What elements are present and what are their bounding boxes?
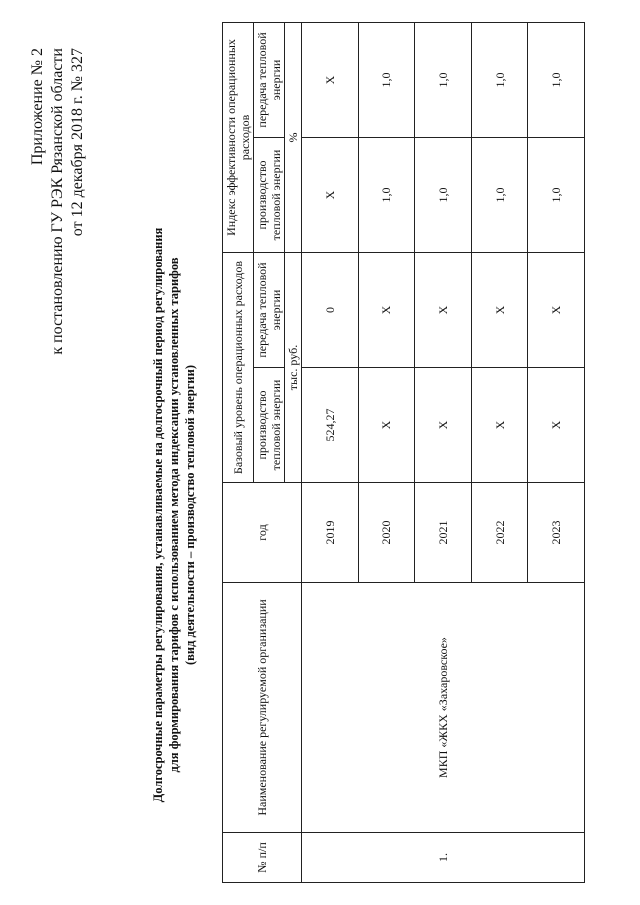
cell-index-transmission: 1,0 [471,22,528,137]
cell-base-transmission: X [358,252,415,367]
cell-index-production: 1,0 [471,137,528,252]
cell-year: 2020 [358,483,415,583]
cell-base-production: X [528,368,585,483]
cell-year: 2021 [415,483,472,583]
header-base-unit: тыс. руб. [285,252,302,482]
cell-year: 2022 [471,483,528,583]
cell-base-transmission: X [415,252,472,367]
cell-index-transmission: 1,0 [528,22,585,137]
cell-year: 2019 [302,483,359,583]
header-efficiency-index: Индекс эффективности операционных расходов [223,22,254,252]
header-base-transmission: передача тепловой энергии [254,252,285,367]
cell-base-production: 524,27 [302,368,359,483]
cell-index-production: 1,0 [528,137,585,252]
document-title [150,165,198,865]
cell-base-production: X [471,368,528,483]
cell-index-transmission: X [302,22,359,137]
cell-base-production: X [415,368,472,483]
header-num: № п/п [223,833,302,883]
cell-base-transmission: X [528,252,585,367]
cell-base-transmission: X [471,252,528,367]
header-index-production: производство тепловой энергии [254,137,285,252]
cell-index-production: X [302,137,359,252]
header-index-transmission: передача тепловой энергии [254,22,285,137]
cell-year: 2023 [528,483,585,583]
cell-base-production: X [358,368,415,483]
table-row [302,22,359,882]
org-name: МКП «ЖКХ «Захаровское» [302,583,585,833]
appendix-reference: к постановлению ГУ РЭК Рязанской области [49,48,66,355]
title-line-3: (вид деятельности – производство тепловой энергии) [183,364,197,666]
org-number: 1. [302,833,585,883]
header-base-level: Базовый уровень операционных расходов [223,252,254,482]
cell-index-transmission: 1,0 [415,22,472,137]
header-index-unit: % [285,22,302,252]
title-line-1: Долгосрочные параметры регулирования, устанавливаемые на долгосрочный период регулирования [151,227,165,803]
parameters-table [222,22,585,883]
cell-index-production: 1,0 [358,137,415,252]
title-line-2: для формирования тарифов с использованием метода индексации установленных тарифов [167,257,181,773]
header-org-name: Наименование регулируемой организации [223,583,302,833]
cell-base-transmission: 0 [302,252,359,367]
appendix-block [28,48,88,408]
header-base-production: производство тепловой энергии [254,368,285,483]
appendix-number: Приложение № 2 [29,48,46,166]
appendix-date: от 12 декабря 2018 г. № 327 [69,48,86,237]
header-year: год [223,483,302,583]
cell-index-transmission: 1,0 [358,22,415,137]
cell-index-production: 1,0 [415,137,472,252]
